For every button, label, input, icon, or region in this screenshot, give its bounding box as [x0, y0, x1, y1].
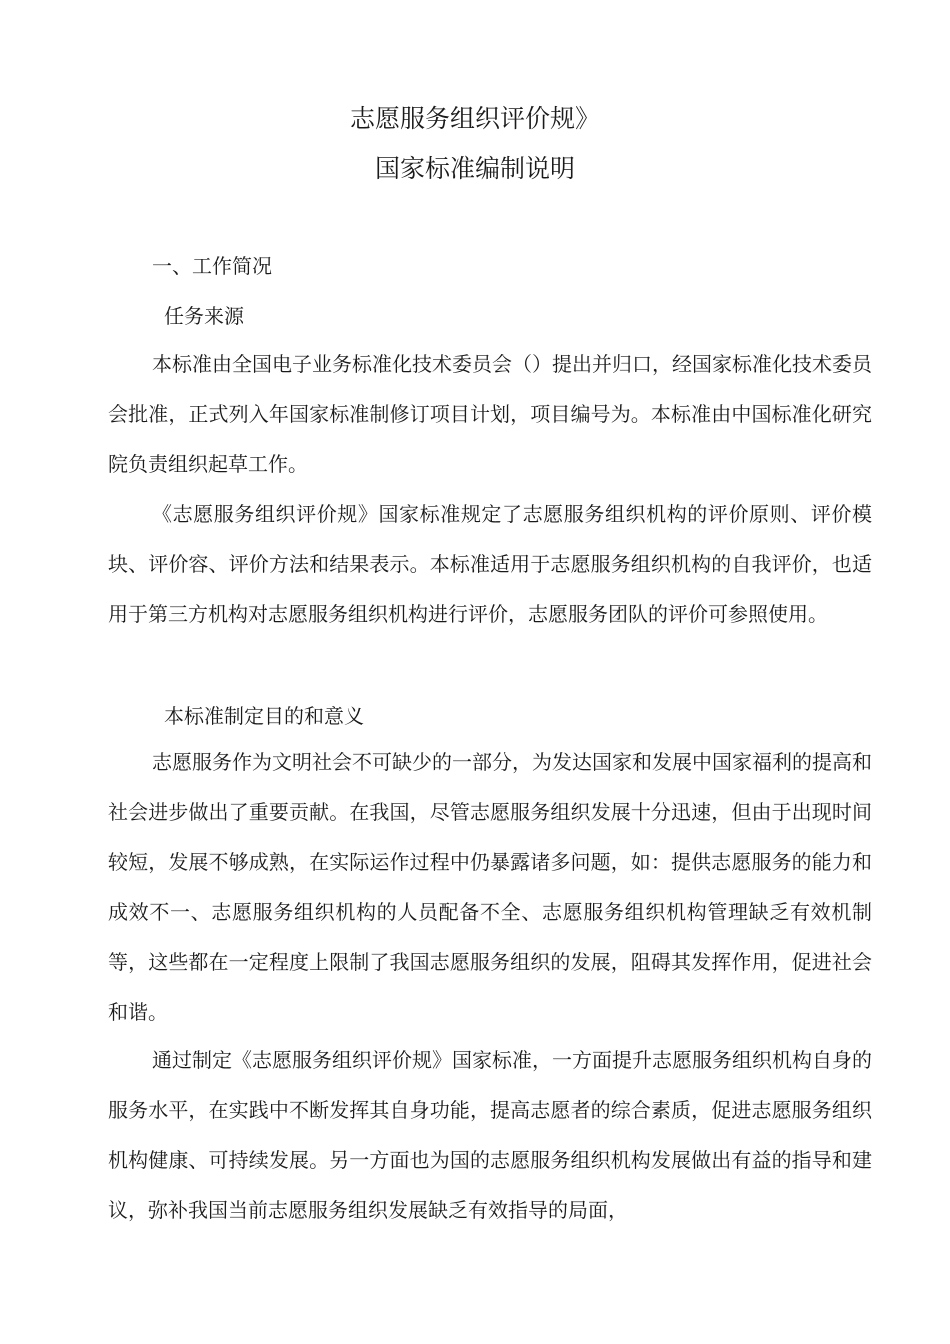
paragraph-standard-scope: 《志愿服务组织评价规》国家标准规定了志愿服务组织机构的评价原则、评价模块、评价容、评价方法和结果表示。本标准适用于志愿服务组织机构的自我评价，也适用于第三方机构对志愿服务组织机构进行评价，志愿服务团队的评价可参照使用。 [108, 502, 872, 626]
paragraph-background: 志愿服务作为文明社会不可缺少的一部分，为发达国家和发展中国家福利的提高和社会进步做出了重要贡献。在我国，尽管志愿服务组织发展十分迅速，但由于出现时间较短，发展不够成熟，在实际运作过程中仍暴露诸多问题，如：提供志愿服务的能力和成效不一、志愿服务组织机构的人员配备不全、志愿服务组织机构管理缺乏有效机制等，这些都在一定程度上限制了我国志愿服务组织的发展，阻碍其发挥作用，促进社会和谐。 [108, 750, 872, 1024]
paragraph-purpose: 通过制定《志愿服务组织评价规》国家标准，一方面提升志愿服务组织机构自身的服务水平，在实践中不断发挥其自身功能，提高志愿者的综合素质，促进志愿服务组织机构健康、可持续发展。另一方面也为国的志愿服务组织机构发展做出有益的指导和建议，弥补我国当前志愿服务组织发展缺乏有效指导的局面， [108, 1048, 872, 1222]
document-title-line-2: 国家标准编制说明 [374, 154, 575, 183]
subheading-purpose-significance: 本标准制定目的和意义 [164, 704, 364, 728]
document-title-line-1: 志愿服务组织评价规》 [349, 104, 600, 133]
paragraph-task-source: 本标准由全国电子业务标准化技术委员会（）提出并归口，经国家标准化技术委员会批准，正式列入年国家标准制修订项目计划，项目编号为。本标准由中国标准化研究院负责组织起草工作。 [108, 352, 872, 476]
subheading-task-source: 任务来源 [164, 304, 244, 328]
section-heading-work-overview: 一、工作简况 [152, 254, 272, 278]
